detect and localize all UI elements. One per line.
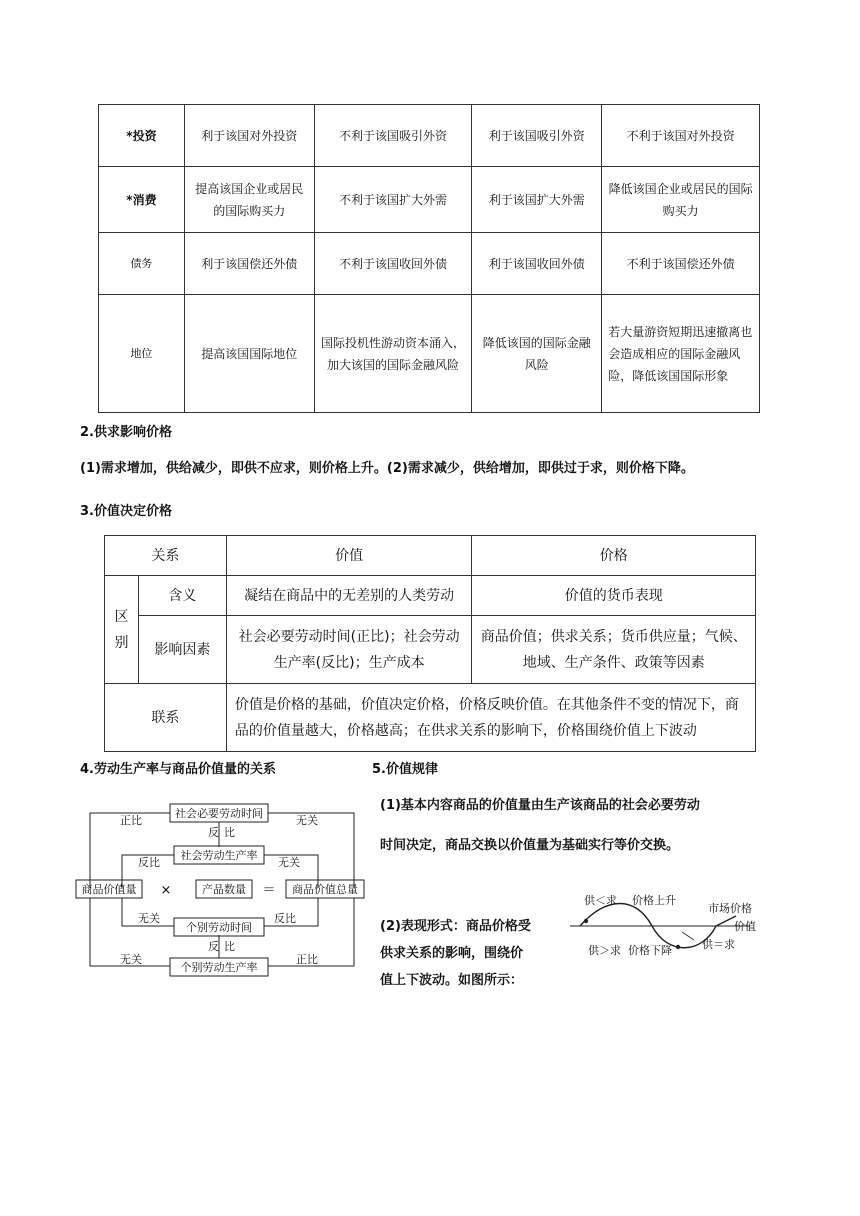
table-row [99,167,760,233]
value-price-table [104,535,756,752]
table-cell: 不利于该国偿还外债 [602,233,760,295]
table-header: 关系 [105,536,227,576]
relation-label: 比 [224,826,235,839]
table-row [105,684,756,752]
equals-sign: ＝ [262,883,276,898]
wave-label: 价格上升 [632,894,676,907]
table-cell: 利于该国对外投资 [184,105,314,167]
table-row [105,576,756,616]
row-label: 联系 [105,684,227,752]
relation-label: 反比 [274,912,296,925]
row-label: *消费 [99,167,185,233]
pointer-line [682,932,694,940]
table-cell: 不利于该国对外投资 [602,105,760,167]
relation-label: 正比 [120,814,142,827]
paragraph: (1)需求增加，供给减少，即供不应求，则价格上升。(2)需求减少，供给增加，即供过于求，则价格下降。 [80,461,694,476]
table-header: 价格 [472,536,756,576]
wave-label: 供＜求 [584,894,617,907]
paragraph: 时间决定，商品交换以价值量为基础实行等价交换。 [380,838,680,853]
relation-label: 反比 [138,856,160,869]
relation-label: 无关 [138,912,160,925]
table-row [105,616,756,684]
row-label: *投资 [99,105,185,167]
paragraph: (1)基本内容商品的价值量由生产该商品的社会必要劳动 [380,798,700,813]
relation-label: 无关 [278,856,300,869]
diff-label: 区别 [105,576,139,684]
relation-label: 反 [208,940,219,953]
label-left: 商品价值量 [81,883,137,896]
paragraph: 值上下波动。如图所示： [380,973,524,988]
row-label: 地位 [99,295,185,413]
table-header: 价值 [226,536,472,576]
wave-label: 供＝求 [702,938,735,951]
table-cell: 价值是价格的基础，价值决定价格，价格反映价值。在其他条件不变的情况下，商品的价值量越大，价格越高；在供求关系的影响下，价格围绕价值上下波动 [226,684,755,752]
point-marker [584,919,588,923]
table-row [99,295,760,413]
label-third: 个别劳动时间 [186,921,252,934]
section-heading: 2.供求影响价格 [80,425,172,440]
table-cell: 提高该国企业或居民的国际购买力 [184,167,314,233]
section-heading: 3.价值决定价格 [80,504,172,519]
row-label: 含义 [138,576,226,616]
wave-label: 供＞求 [588,944,621,957]
section-heading: 5.价值规律 [372,762,438,777]
wave-label: 价格下降 [628,944,672,957]
price-value-wave-chart [566,892,766,964]
wave-label: 市场价格 [708,902,752,915]
label-second: 社会劳动生产率 [180,849,258,862]
point-marker [676,945,680,949]
label-mid: 产品数量 [202,883,246,896]
table-cell: 提高该国国际地位 [184,295,314,413]
label-bottom: 个别劳动生产率 [180,961,258,974]
table-cell: 凝结在商品中的无差别的人类劳动 [226,576,472,616]
wave-label: 价值 [734,920,756,933]
table-row [105,536,756,576]
table-cell: 商品价值；供求关系；货币供应量；气候、地域、生产条件、政策等因素 [472,616,756,684]
relation-label: 无关 [296,814,318,827]
table-cell: 不利于该国收回外债 [314,233,472,295]
table-cell: 利于该国收回外债 [472,233,602,295]
row-label: 影响因素 [138,616,226,684]
section-heading: 4.劳动生产率与商品价值量的关系 [80,762,276,777]
exchange-rate-effect-table [98,104,760,413]
table-cell: 若大量游资短期迅速撤离也会造成相应的国际金融风险，降低该国国际形象 [602,295,760,413]
table-cell: 不利于该国扩大外需 [314,167,472,233]
table-cell: 利于该国扩大外需 [472,167,602,233]
label-top: 社会必要劳动时间 [175,807,263,820]
table-row [99,105,760,167]
table-cell: 降低该国的国际金融风险 [472,295,602,413]
times-sign: × [160,883,172,898]
table-cell: 价值的货币表现 [472,576,756,616]
productivity-relation-diagram [72,800,372,980]
paragraph: (2)表现形式：商品价格受 [380,919,531,934]
table-cell: 利于该国偿还外债 [184,233,314,295]
relation-label: 反 [208,826,219,839]
table-cell: 降低该国企业或居民的国际购买力 [602,167,760,233]
table-cell: 社会必要劳动时间(正比)；社会劳动生产率(反比)；生产成本 [226,616,472,684]
paragraph: 供求关系的影响，围绕价 [380,946,524,961]
row-label: 债务 [99,233,185,295]
relation-label: 无关 [120,953,142,966]
table-cell: 国际投机性游动资本涌入，加大该国的国际金融风险 [314,295,472,413]
label-right: 商品价值总量 [292,883,358,896]
table-cell: 不利于该国吸引外资 [314,105,472,167]
table-row [99,233,760,295]
relation-label: 比 [224,940,235,953]
relation-label: 正比 [296,953,318,966]
table-cell: 利于该国吸引外资 [472,105,602,167]
